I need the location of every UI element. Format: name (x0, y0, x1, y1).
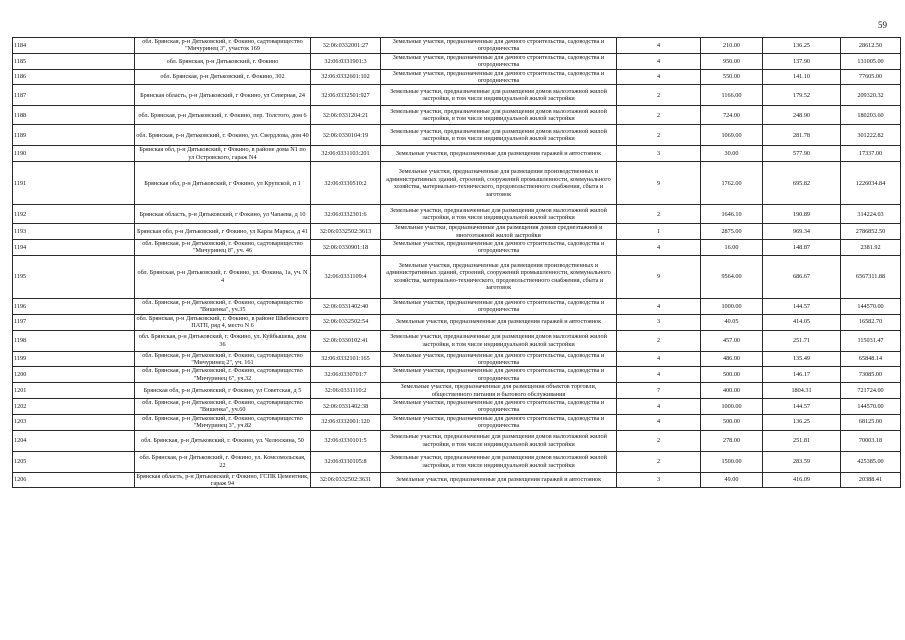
row-specific-value: 251.71 (763, 330, 841, 351)
row-cadastral-value: 65848.14 (841, 351, 901, 367)
row-category: 9 (617, 255, 701, 298)
table-body (13, 38, 901, 488)
row-cadastral-value: 73085.00 (841, 367, 901, 383)
row-area: 40.05 (701, 314, 763, 330)
row-category: 2 (617, 205, 701, 224)
row-cadastral-value: 144570.00 (841, 398, 901, 414)
row-cadastral-value: 209320.32 (841, 85, 901, 106)
table-row (13, 224, 901, 240)
row-land-use: Земельные участки, предназначенные для дачного строительства, садоводства и огородничества (381, 38, 617, 54)
table-row (13, 351, 901, 367)
row-cadastral-number: 32:06:0331109:4 (311, 255, 381, 298)
table-row (13, 255, 901, 298)
row-address: Брянская обл, р-н Дятьковский, г Фокино, ул Крупской, п 1 (135, 162, 311, 205)
row-category: 4 (617, 367, 701, 383)
row-cadastral-value: 2786852.50 (841, 224, 901, 240)
row-cadastral-number: 32:06:0331402:38 (311, 398, 381, 414)
row-address: обл. Брянская, р-н Дятьковский, г. Фокино, садтовариществo "Мичуринец 3", уч.82 (135, 414, 311, 430)
table-row (13, 240, 901, 256)
row-cadastral-number: 32:06:0332601:102 (311, 69, 381, 85)
row-number: 1196 (13, 298, 135, 314)
row-specific-value: 283.59 (763, 451, 841, 472)
row-cadastral-number: 32:06:0332502:3631 (311, 472, 381, 488)
row-specific-value: 695.82 (763, 162, 841, 205)
row-land-use: Земельные участки, предназначенные для дачного строительства, садоводства и огородничества (381, 240, 617, 256)
table-row (13, 125, 901, 146)
row-cadastral-value: 144570.00 (841, 298, 901, 314)
row-number: 1184 (13, 38, 135, 54)
row-address: обл. Брянская, р-н Дятьковский, г. Фокино, садтовариществo "Мичуринец 2", уч. 161 (135, 351, 311, 367)
row-land-use: Земельные участки, предназначенные для размещения гаражей и автостоянок (381, 472, 617, 488)
row-specific-value: 137.90 (763, 53, 841, 69)
row-cadastral-value: 6567311.88 (841, 255, 901, 298)
row-cadastral-number: 32:06:0332502:54 (311, 314, 381, 330)
row-category: 7 (617, 383, 701, 399)
row-land-use: Земельные участки, предназначенные для размещения домов среднеэтажной и многоэтажной жилой застройки (381, 224, 617, 240)
row-cadastral-value: 77605.00 (841, 69, 901, 85)
row-land-use: Земельные участки, предназначенные для размещения домов малоэтажной жилой застройки, в том числе индивидуальной жилой застройки (381, 125, 617, 146)
row-cadastral-value: 70003.18 (841, 430, 901, 451)
row-category: 3 (617, 146, 701, 162)
row-number: 1190 (13, 146, 135, 162)
row-number: 1189 (13, 125, 135, 146)
row-number: 1186 (13, 69, 135, 85)
table-row (13, 298, 901, 314)
row-address: Брянская область, р-н Дятьковский, г Фокино, ул Чапаева, д 10 (135, 205, 311, 224)
row-number: 1202 (13, 398, 135, 414)
row-number: 1199 (13, 351, 135, 367)
row-number: 1192 (13, 205, 135, 224)
row-land-use: Земельные участки, предназначенные для размещения производственных и административных зданий, строений, сооружений промышленности, коммунального хозяйства, материально-технического, продовольственного снабжения, сбыта и заготовок (381, 255, 617, 298)
row-land-use: Земельные участки, предназначенные для дачного строительства, садоводства и огородничества (381, 367, 617, 383)
table-row (13, 69, 901, 85)
row-land-use: Земельные участки, предназначенные для дачного строительства, садоводства и огородничества (381, 351, 617, 367)
row-specific-value: 135.49 (763, 351, 841, 367)
row-cadastral-number: 32:06:0332101:165 (311, 351, 381, 367)
row-address: обл. Брянская, р-н Дятьковский, г. Фокино, садтовариществo "Мичуринец 6", уч.32 (135, 367, 311, 383)
row-cadastral-number: 32:06:0331110:2 (311, 383, 381, 399)
row-area: 2875.00 (701, 224, 763, 240)
row-land-use: Земельные участки, предназначенные для дачного строительства, садоводства и огородничества (381, 53, 617, 69)
row-category: 4 (617, 69, 701, 85)
row-category: 1 (617, 224, 701, 240)
row-cadastral-number: 32:06:0330101:5 (311, 430, 381, 451)
row-specific-value: 148.87 (763, 240, 841, 256)
table-row (13, 414, 901, 430)
row-number: 1194 (13, 240, 135, 256)
row-specific-value: 416.09 (763, 472, 841, 488)
row-land-use: Земельные участки, предназначенные для дачного строительства, садоводства и огородничества (381, 398, 617, 414)
row-area: 486.00 (701, 351, 763, 367)
row-number: 1188 (13, 106, 135, 125)
row-number: 1201 (13, 383, 135, 399)
row-specific-value: 136.25 (763, 38, 841, 54)
table-row (13, 53, 901, 69)
row-cadastral-value: 721724.00 (841, 383, 901, 399)
row-specific-value: 1804.31 (763, 383, 841, 399)
table-row (13, 398, 901, 414)
row-cadastral-number: 32:06:0332001:120 (311, 414, 381, 430)
row-area: 724.00 (701, 106, 763, 125)
row-cadastral-number: 32:06:0330701:7 (311, 367, 381, 383)
row-number: 1206 (13, 472, 135, 488)
row-specific-value: 146.17 (763, 367, 841, 383)
row-cadastral-number: 32:06:0331402:40 (311, 298, 381, 314)
row-category: 3 (617, 472, 701, 488)
row-land-use: Земельные участки, предназначенные для размещения домов малоэтажной жилой застройки, в том числе индивидуальной жилой застройки (381, 205, 617, 224)
row-category: 2 (617, 330, 701, 351)
row-number: 1197 (13, 314, 135, 330)
row-address: обл. Брянская, р-н Дятьковский, г. Фокино, ул. Челюскина, 50 (135, 430, 311, 451)
row-area: 1000.00 (701, 398, 763, 414)
row-category: 4 (617, 298, 701, 314)
row-category: 2 (617, 125, 701, 146)
row-area: 1762.00 (701, 162, 763, 205)
row-number: 1198 (13, 330, 135, 351)
table-row (13, 146, 901, 162)
row-address: Брянская обл, р-н Дятьковский, г Фокино, в районе дома N1 по ул Островского, гараж N4 (135, 146, 311, 162)
row-category: 2 (617, 85, 701, 106)
table-row (13, 85, 901, 106)
row-cadastral-number: 32:06:0332502:3613 (311, 224, 381, 240)
row-specific-value: 251.81 (763, 430, 841, 451)
row-category: 4 (617, 351, 701, 367)
row-cadastral-number: 32:06:0330901:18 (311, 240, 381, 256)
row-specific-value: 144.57 (763, 298, 841, 314)
row-category: 2 (617, 451, 701, 472)
table-row (13, 38, 901, 54)
row-land-use: Земельные участки, предназначенные для дачного строительства, садоводства и огородничества (381, 69, 617, 85)
table-row (13, 383, 901, 399)
row-cadastral-value: 115031.47 (841, 330, 901, 351)
row-specific-value: 248.90 (763, 106, 841, 125)
table-row (13, 162, 901, 205)
row-category: 9 (617, 162, 701, 205)
row-specific-value: 179.52 (763, 85, 841, 106)
row-address: обл. Брянская, р-н Дятьковский, г. Фокино, пер. Толстого, дом 6 (135, 106, 311, 125)
row-specific-value: 969.34 (763, 224, 841, 240)
row-cadastral-value: 17337.00 (841, 146, 901, 162)
row-cadastral-value: 16582.70 (841, 314, 901, 330)
row-area: 1500.00 (701, 451, 763, 472)
row-cadastral-value: 180203.60 (841, 106, 901, 125)
row-category: 2 (617, 430, 701, 451)
row-category: 4 (617, 38, 701, 54)
row-number: 1204 (13, 430, 135, 451)
row-address: Брянская обл, р-н Дятьковский, г Фокино, ул Советская, д 5 (135, 383, 311, 399)
row-cadastral-number: 32:06:0330105:8 (311, 451, 381, 472)
row-number: 1187 (13, 85, 135, 106)
row-specific-value: 686.67 (763, 255, 841, 298)
row-address: обл. Брянская, р-н Дятьковский, г. Фокино, 302 (135, 69, 311, 85)
row-area: 9564.00 (701, 255, 763, 298)
row-area: 1646.10 (701, 205, 763, 224)
row-address: обл. Брянская, р-н Дятьковский, г. Фокино, садтовариществo "Мичуринец 8", уч. 46 (135, 240, 311, 256)
row-land-use: Земельные участки, предназначенные для размещения домов малоэтажной жилой застройки, в том числе индивидуальной жилой застройки (381, 430, 617, 451)
row-area: 400.00 (701, 383, 763, 399)
row-land-use: Земельные участки, предназначенные для размещения домов малоэтажной жилой застройки, в том числе индивидуальной жилой застройки (381, 330, 617, 351)
row-address: обл. Брянская, р-н Дятьковский, г. Фокино, ул. Свердлова, дом 40 (135, 125, 311, 146)
row-land-use: Земельные участки, предназначенные для размещения домов малоэтажной жилой застройки, в том числе индивидуальной жилой застройки (381, 106, 617, 125)
row-area: 1166.00 (701, 85, 763, 106)
row-land-use: Земельные участки, предназначенные для дачного строительства, садоводства и огородничества (381, 414, 617, 430)
row-address: обл. Брянская, р-н Дятьковский, г. Фокино, садтовариществo "Вишенка", уч.35 (135, 298, 311, 314)
land-registry-table (12, 37, 901, 488)
table-row (13, 205, 901, 224)
row-land-use: Земельные участки, предназначенные для размещения производственных и административных зданий, строений, сооружений промышленности, коммунального хозяйства, материально-технического, продовольственного снабжения, сбыта и заготовок (381, 162, 617, 205)
row-number: 1200 (13, 367, 135, 383)
table-row (13, 451, 901, 472)
row-land-use: Земельные участки, предназначенные для размещения объектов торговли, общественного питания и бытового обслуживания (381, 383, 617, 399)
row-area: 1069.00 (701, 125, 763, 146)
row-cadastral-value: 314224.03 (841, 205, 901, 224)
row-cadastral-number: 32:06:0332001:27 (311, 38, 381, 54)
row-land-use: Земельные участки, предназначенные для размещения домов малоэтажной жилой застройки, в том числе индивидуальной жилой застройки (381, 451, 617, 472)
row-cadastral-value: 1226034.84 (841, 162, 901, 205)
row-area: 500.00 (701, 367, 763, 383)
table-row (13, 106, 901, 125)
row-land-use: Земельные участки, предназначенные для размещения домов малоэтажной жилой застройки, в том числе индивидуальной жилой застройки (381, 85, 617, 106)
row-address: обл. Брянская, р-н Дятьковский, г. Фокино, садтовариществo "Вишенка", уч.60 (135, 398, 311, 414)
row-specific-value: 281.78 (763, 125, 841, 146)
row-area: 30.00 (701, 146, 763, 162)
row-specific-value: 414.05 (763, 314, 841, 330)
row-cadastral-value: 425385.00 (841, 451, 901, 472)
row-address: Брянская область, р-н Дятьковский, г Фокино, ГСПК Цементник, гараж 94 (136, 472, 309, 487)
row-category: 4 (617, 398, 701, 414)
table-row (13, 367, 901, 383)
row-cadastral-number: 32:06:0331204:21 (311, 106, 381, 125)
row-category: 2 (617, 106, 701, 125)
row-number: 1193 (13, 224, 135, 240)
row-cadastral-value: 2381.92 (841, 240, 901, 256)
row-address: обл. Брянская, р-н Дятьковский, г. Фокино, ул. Куйбышева, дом 36 (135, 330, 311, 351)
row-area: 49.00 (701, 472, 763, 488)
row-cadastral-number: 32:06:0330510:2 (311, 162, 381, 205)
row-area: 1000.00 (701, 298, 763, 314)
row-address: обл. Брянская, р-н Дятьковский, г. Фокино, ул. Комсомольская, 22 (135, 451, 311, 472)
row-number: 1205 (13, 451, 135, 472)
row-address: обл. Брянская, р-н Дятьковский, г. Фокино, в районе Шибенского ПАТП, ряд 4, место N 6 (135, 314, 311, 330)
row-specific-value: 577.90 (763, 146, 841, 162)
row-area: 457.00 (701, 330, 763, 351)
row-address: обл. Брянская, р-н Дятьковский, г. Фокино (135, 53, 311, 69)
row-number: 1195 (13, 255, 135, 298)
row-cadastral-value: 131005.00 (841, 53, 901, 69)
row-address: Брянская обл, р-н Дятьковский, г Фокино, ул Карла Маркса, д 41 (135, 224, 311, 240)
row-category: 4 (617, 414, 701, 430)
page-number: 59 (878, 20, 887, 30)
row-number: 1191 (13, 162, 135, 205)
row-area: 950.00 (701, 53, 763, 69)
row-category: 4 (617, 240, 701, 256)
row-address: обл. Брянская, р-н Дятьковский, г. Фокино, ул. Фокина, 1а, уч. N 4 (135, 255, 311, 298)
table-row (13, 430, 901, 451)
table-row (13, 472, 901, 488)
row-address: Брянская область, р-н Дятьковский, г Фокино, ул Северная, 24 (135, 85, 311, 106)
row-cadastral-value: 20388.41 (841, 472, 901, 488)
row-area: 278.00 (701, 430, 763, 451)
row-number: 1203 (13, 414, 135, 430)
row-area: 500.00 (701, 414, 763, 430)
row-land-use: Земельные участки, предназначенные для размещения гаражей и автостоянок (381, 314, 617, 330)
row-specific-value: 136.25 (763, 414, 841, 430)
row-cadastral-number: 32:06:0330102:41 (311, 330, 381, 351)
row-cadastral-value: 68125.00 (841, 414, 901, 430)
row-cadastral-value: 28612.50 (841, 38, 901, 54)
row-specific-value: 190.89 (763, 205, 841, 224)
row-cadastral-number: 32:06:0332501:927 (311, 85, 381, 106)
row-area: 550.00 (701, 69, 763, 85)
row-category: 3 (617, 314, 701, 330)
row-specific-value: 144.57 (763, 398, 841, 414)
row-cadastral-number: 32:06:0331901:3 (311, 53, 381, 69)
table-row (13, 314, 901, 330)
row-land-use: Земельные участки, предназначенные для размещения гаражей и автостоянок (381, 146, 617, 162)
row-address: обл. Брянская, р-н Дятьковский, г. Фокино, садтовариществo "Мичуринец 3", участок 169 (135, 38, 311, 54)
row-cadastral-number: 32:06:0330104:19 (311, 125, 381, 146)
row-number: 1185 (13, 53, 135, 69)
row-area: 210.00 (701, 38, 763, 54)
row-category: 4 (617, 53, 701, 69)
row-cadastral-number: 32:06:0332301:6 (311, 205, 381, 224)
row-cadastral-number: 32:06:0331103:201 (311, 146, 381, 162)
row-specific-value: 141.10 (763, 69, 841, 85)
row-area: 16.00 (701, 240, 763, 256)
row-cadastral-value: 301222.82 (841, 125, 901, 146)
table-row (13, 330, 901, 351)
row-land-use: Земельные участки, предназначенные для дачного строительства, садоводства и огородничества (381, 298, 617, 314)
